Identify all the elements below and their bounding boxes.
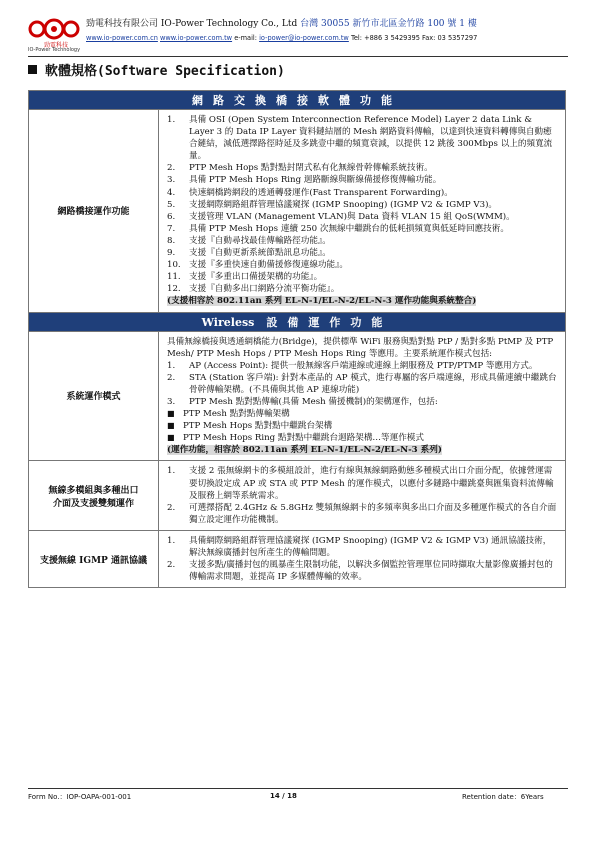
list-item: 6. 支援管理 VLAN (Management VLAN)與 Data 資料 VLAN 15 組 QoS(WMM)。 (167, 211, 515, 222)
list-item: 2. STA (Station 客戶端): 針對本產品的 AP 模式，進行專屬的客戶端連線，形成具備連續中繼跳台骨幹傳輸架構。(不具備與其他 AP 連線功能) (167, 372, 557, 395)
letterhead (28, 8, 568, 54)
logo-subtext: IO-Power Technology (28, 47, 81, 53)
list-item: 1. AP (Access Point): 提供一般無線客戶端連線或連線上網服務及 PTP/PTMP 等應用方式。 (167, 360, 538, 371)
list-item: 12. 支援『自動多出口網路分流平衡功能』。 (167, 284, 340, 295)
footer-rule (28, 788, 568, 789)
website-cn-link[interactable]: www.io-power.com.cn (86, 34, 158, 42)
square-bullet-icon: ■ (167, 421, 175, 431)
email-link[interactable]: io-power@io-power.com.tw (259, 34, 349, 42)
form-number: Form No.：IOP-OAPA-001-001 (28, 793, 132, 801)
list-item: 2. 可選擇搭配 2.4GHz & 5.8GHz 雙頻無線網卡的多頻率與多出口介面及多種運作模式的各自介面獨立設定運作功能機制。 (167, 502, 557, 525)
square-bullet-icon: ■ (167, 409, 175, 419)
list-item: 3. PTP Mesh 點對點傳輸(具備 Mesh 備援機制)的架構運作，包括: (167, 396, 438, 407)
bullet-item: ■ PTP Mesh 點對點傳輸架構 (167, 409, 290, 420)
company-name: 勁電科技有限公司 IO-Power Technology Co., Ltd (86, 19, 298, 29)
square-bullet-icon (28, 65, 37, 74)
list-item: 1. 支援 2 張無線網卡的多模組設計，進行有線與無線網路動態多種模式出口介面分配，依據營運需要切換設定成 AP 或 STA 或 PTP Mesh 的運作模式，以應付多鏈路中繼跳臺與匯集資料流傳輸及服務上網等系統需求。 (167, 466, 554, 501)
logo-text: 勁電科技 (43, 42, 68, 49)
bullet-item: ■ PTP Mesh Hops 點對點中繼跳台架構 (167, 421, 333, 432)
row-body-system (159, 331, 566, 461)
compat-note: (支援相容於 802.11an 系列 EL-N-1/EL-N-2/EL-N-3 運作功能與系統整合) (167, 296, 477, 307)
list-item: 10. 支援『多重快速自動備援修復連線功能』。 (167, 260, 348, 271)
company-address: 台灣 30055 新竹市北區金竹路 100 號 1 樓 (300, 19, 477, 29)
list-item: 1. 具備 OSI (Open System Interconnection Reference Model) Layer 2 data Link & Layer 3 的 Data IP Layer 資料鏈結層的 Mesh 網路資料傳輸，以達到快速資料轉傳與自動癒合鏈結，減低選擇路徑時延及多跳壹中繼的頻寬衰減，以提供 12 跳後 300Mbps 以上的頻寬流量。 (167, 115, 553, 162)
row-label-bridge: 網路橋接運作功能 (29, 110, 159, 313)
list-item: 4. 快速網橋跨網段的透通轉發運作(Fast Transparent Forwarding)。 (167, 187, 453, 198)
list-item: 9. 支援『自動更新系統節點訊息功能』。 (167, 248, 331, 259)
igmp-list (167, 535, 559, 583)
row-body-multi (159, 461, 566, 530)
row-label-system: 系統運作模式 (29, 331, 159, 461)
list-item: 5. 支援網際網路組群管理協議窺探 (IGMP Snooping) (IGMP V2 & IGMP V3)。 (167, 199, 498, 210)
list-item: 3. 具備 PTP Mesh Hops Ring 迴路斷線與斷線備援修復傳輸功能。 (167, 175, 442, 186)
system-list (167, 360, 559, 408)
row-body-bridge (159, 110, 566, 313)
website-tw-link[interactable]: www.io-power.com.tw (160, 34, 233, 42)
list-item: 1. 具備網際網路組群管理協議窺探 (IGMP Snooping) (IGMP V2 & IGMP V3) 通訊協議技術，解決無線廣播封包所產生的傳輸問題。 (167, 535, 552, 558)
header-rule (28, 56, 568, 57)
row-system (29, 331, 566, 461)
retention-date: Retention date：6Years (462, 793, 544, 801)
compat-note: (運作功能，相容於 802.11an 系列 EL-N-1/EL-N-2/EL-N-3 系列) (167, 445, 442, 456)
bullet-item: ■ PTP Mesh Hops Ring 點對點中繼跳台迴路架構…等運作模式 (167, 433, 424, 444)
row-bridge (29, 110, 566, 313)
phone-fax: Tel: +886 3 5429395 Fax: 03 5357297 (350, 34, 478, 42)
row-igmp (29, 530, 566, 587)
list-item: 11. 支援『多重出口備援架構的功能』。 (167, 272, 323, 283)
row-multi (29, 461, 566, 530)
multi-list (167, 465, 559, 525)
spec-table (28, 90, 566, 588)
band-wireless: Wireless 設備運作功能 (29, 312, 566, 331)
row-body-igmp (159, 530, 566, 587)
section-title (28, 60, 285, 79)
email-label: e-mail: (234, 34, 257, 42)
list-item: 8. 支援『自動尋找最佳傳輸路徑功能』。 (167, 235, 331, 246)
contact-line (86, 34, 477, 42)
square-bullet-icon: ■ (167, 433, 175, 443)
row-label-igmp: 支援無線 IGMP 通訊協議 (29, 530, 159, 587)
bridge-list (167, 114, 559, 295)
row-label-multi: 無線多模組與多種出口 介面及支援雙頻運作 (29, 461, 159, 530)
section-title-text: 軟體規格(Software Specification) (45, 64, 285, 79)
system-intro: 具備無線橋接與透通網橋能力(Bridge)，提供標準 WiFi 服務與點對點 PtP / 點對多點 PtMP 及 PTP Mesh/ PTP Mesh Hops / PTP Mesh Hops Ring 等應用。主要系統運作模式包括: (167, 336, 554, 359)
list-item: 2. PTP Mesh Hops 點對點封閉式私有化無線骨幹傳輸系統技術。 (167, 163, 433, 174)
list-item: 2. 支援多點/廣播封包的風暴產生限制功能，以解決多個監控管理單位同時擷取大量影像廣播封包的傳輸需求問題，並提高 IP 多媒體傳輸的效率。 (167, 560, 553, 583)
company-line (86, 16, 477, 29)
band-network: 網路交換橋接軟體功能 (29, 91, 566, 110)
page-number: 14 / 18 (270, 792, 297, 800)
list-item: 7. 具備 PTP Mesh Hops 連續 250 次無線中繼跳台的低耗損頻寬與低延時回應技術。 (167, 223, 509, 234)
